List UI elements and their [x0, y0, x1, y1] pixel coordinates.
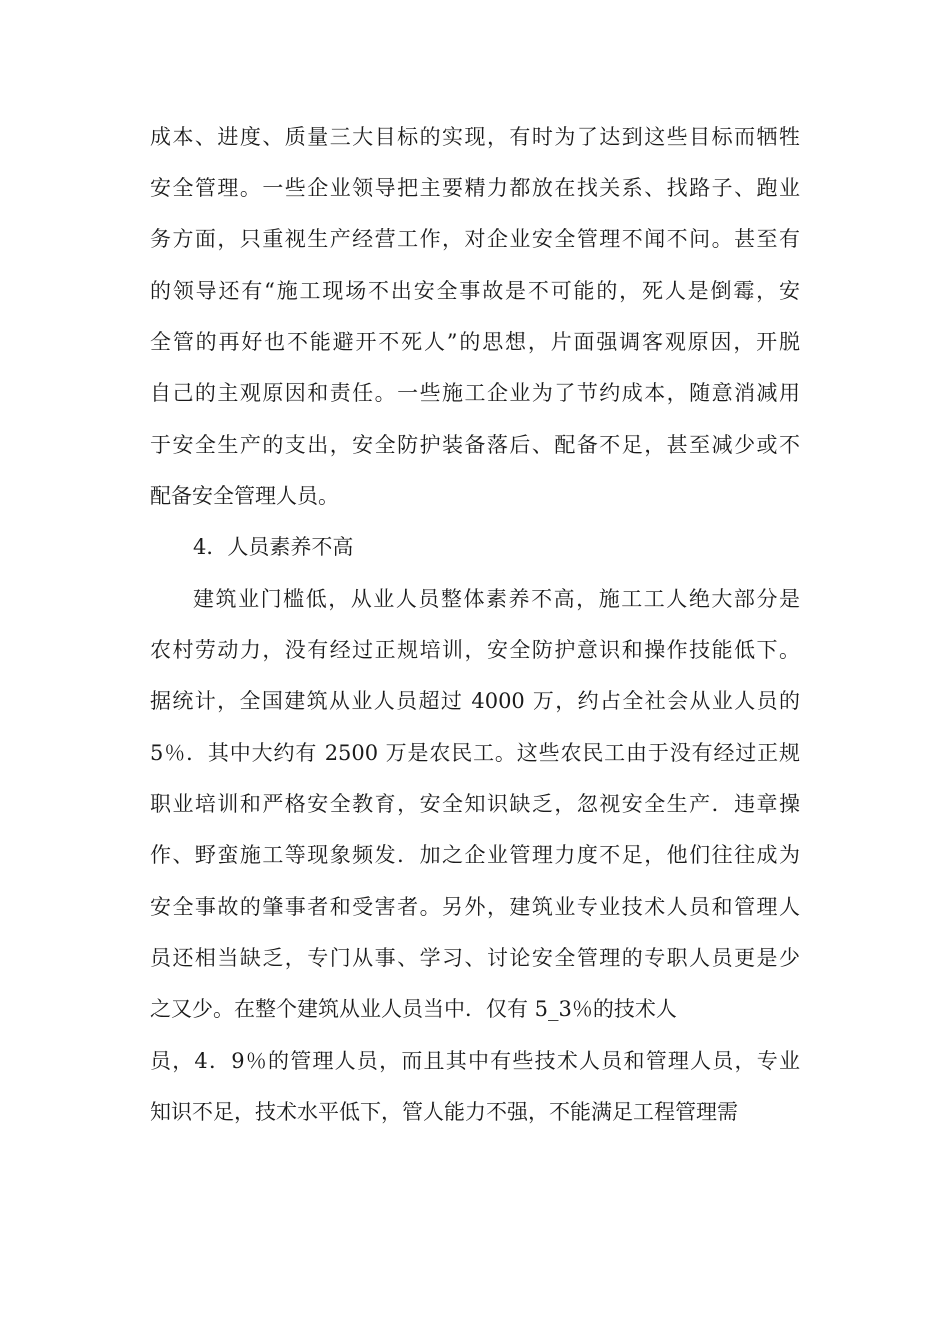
paragraph-2-line-5: 职业培训和严格安全教育，安全知识缺乏，忽视安全生产．违章操: [150, 792, 800, 816]
paragraph-2-line-9: 之又少。在整个建筑从业人员当中．仅有 5_3％的技术人: [150, 997, 677, 1021]
paragraph-2-line-2: 农村劳动力，没有经过正规培训，安全防护意识和操作技能低下。: [150, 638, 800, 662]
paragraph-2-line-11: 知识不足，技术水平低下，管人能力不强，不能满足工程管理需: [150, 1100, 738, 1124]
paragraph-1-line-8: 配备安全管理人员。: [150, 484, 339, 508]
paragraph-2-line-8: 员还相当缺乏，专门从事、学习、讨论安全管理的专职人员更是少: [150, 946, 800, 970]
paragraph-2-line-3: 据统计，全国建筑从业人员超过 4000 万，约占全社会从业人员的: [150, 689, 800, 713]
paragraph-1-line-7: 于安全生产的支出，安全防护装备落后、配备不足，甚至减少或不: [150, 433, 800, 457]
paragraph-2-line-6: 作、野蛮施工等现象频发．加之企业管理力度不足，他们往往成为: [150, 843, 800, 867]
paragraph-1-line-5: 全管的再好也不能避开不死人”的思想，片面强调客观原因，开脱: [150, 330, 800, 354]
section-heading: 4．人员素养不高: [193, 535, 354, 559]
paragraph-2-line-4: 5％．其中大约有 2500 万是农民工。这些农民工由于没有经过正规: [150, 741, 800, 765]
paragraph-1-line-1: 成本、进度、质量三大目标的实现，有时为了达到这些目标而牺牲: [150, 125, 800, 149]
paragraph-1-line-2: 安全管理。一些企业领导把主要精力都放在找关系、找路子、跑业: [150, 176, 800, 200]
paragraph-1-line-6: 自己的主观原因和责任。一些施工企业为了节约成本，随意消减用: [150, 381, 800, 405]
paragraph-1-line-4: 的领导还有“施工现场不出安全事故是不可能的，死人是倒霉，安: [150, 279, 800, 303]
paragraph-1-line-3: 务方面，只重视生产经营工作，对企业安全管理不闻不问。甚至有: [150, 227, 800, 251]
paragraph-2-line-1: 建筑业门槛低，从业人员整体素养不高，施工工人绝大部分是: [193, 587, 800, 611]
paragraph-2-line-10: 员，4．9％的管理人员，而且其中有些技术人员和管理人员，专业: [150, 1049, 800, 1073]
paragraph-2-line-7: 安全事故的肇事者和受害者。另外，建筑业专业技术人员和管理人: [150, 895, 800, 919]
